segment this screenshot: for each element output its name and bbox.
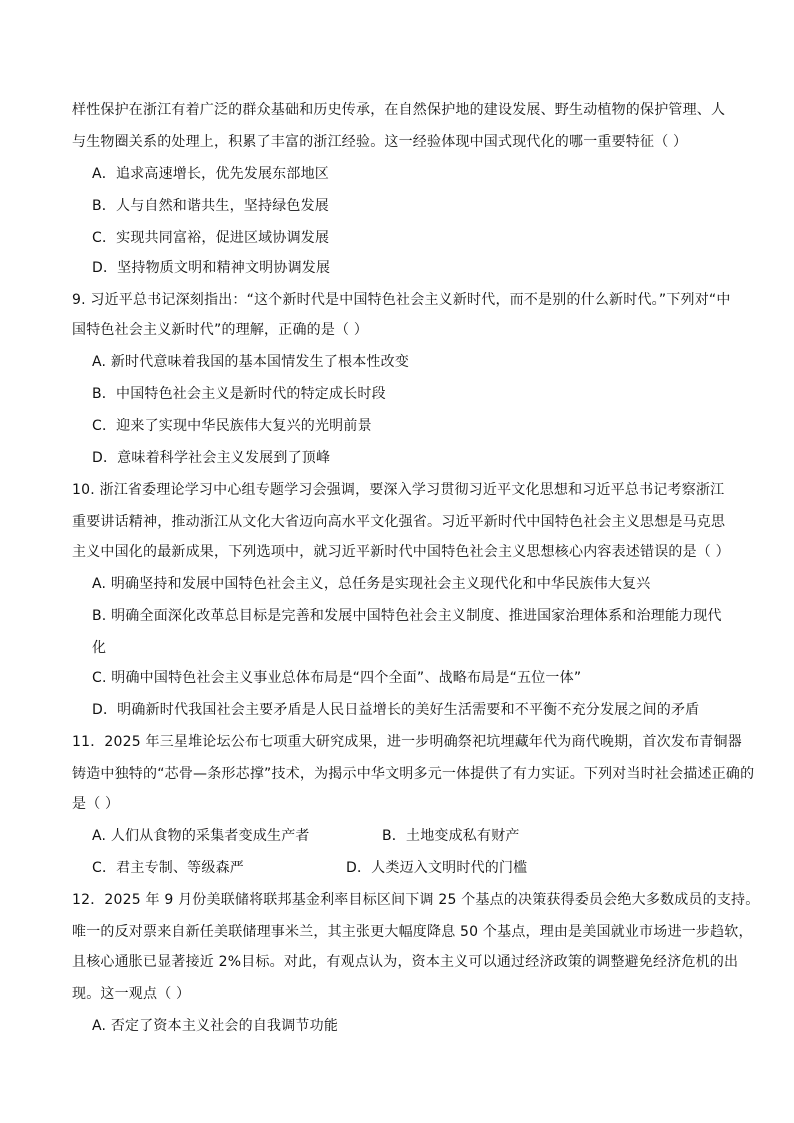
q10-option-a: A. 明确坚持和发展中国特色社会主义，总任务是实现社会主义现代化和中华民族伟大复兴 [92,576,651,592]
q12-option-a: A. 否定了资本主义社会的自我调节功能 [92,1018,339,1034]
q9-option-b: B．中国特色社会主义是新时代的特定成长时段 [92,386,386,402]
q9-option-a: A. 新时代意味着我国的基本国情发生了根本性改变 [92,354,410,370]
q8-option-d: D．坚持物质文明和精神文明协调发展 [92,260,331,276]
q8-stem-line-2: 与生物圈关系的处理上，积累了丰富的浙江经验。这一经验体现中国式现代化的哪一重要特征（ ） [72,134,688,150]
q8-option-a: A．追求高速增长，优先发展东部地区 [92,166,329,182]
q10-stem-line-1: 10. 浙江省委理论学习中心组专题学习会强调，要深入学习贯彻习近平文化思想和习近平总书记考察浙江 [72,482,725,498]
q10-stem-line-3: 主义中国化的最新成果，下列选项中，就习近平新时代中国特色社会主义思想核心内容表述错误的是（ ） [72,544,730,560]
q11-option-b: B．土地变成私有财产 [382,828,520,844]
q10-option-c: C. 明确中国特色社会主义事业总体布局是“四个全面”、战略布局是“五位一体” [92,670,582,686]
q12-stem-line-1: 12．2025 年 9 月份美联储将联邦基金利率目标区间下调 25 个基点的决策获得委员会绝大多数成员的支持。 [72,892,760,908]
q8-option-c: C．实现共同富裕，促进区域协调发展 [92,230,330,246]
q10-option-b: B. 明确全面深化改革总目标是完善和发展中国特色社会主义制度、推进国家治理体系和治理能力现代 [92,608,722,624]
q11-stem-line-2: 铸造中独特的“芯骨—条形芯撑”技术，为揭示中华文明多元一体提供了有力实证。下列对当时社会描述正确的 [72,766,755,782]
q9-stem-line-1: 9. 习近平总书记深刻指出：“这个新时代是中国特色社会主义新时代，而不是别的什么新时代。”下列对“中 [72,292,731,308]
q9-option-c: C．迎来了实现中华民族伟大复兴的光明前景 [92,418,372,434]
q10-option-b-continued: 化 [92,640,107,656]
q8-stem-line-1: 样性保护在浙江有着广泛的群众基础和历史传承，在自然保护地的建设发展、野生动植物的保护管理、人 [72,102,726,118]
q11-option-c: C．君主专制、等级森严 [92,860,244,876]
q12-stem-line-2: 唯一的反对票来自新任美联储理事米兰，其主张更大幅度降息 50 个基点，理由是美国就业市场进一步趋软， [72,924,753,940]
q9-stem-line-2: 国特色社会主义新时代”的理解，正确的是（ ） [72,322,369,338]
q10-stem-line-2: 重要讲话精神，推动浙江从文化大省迈向高水平文化强省。习近平新时代中国特色社会主义思想是马克思 [72,514,726,530]
q8-option-b: B．人与自然和谐共生，坚持绿色发展 [92,198,330,214]
q11-stem-line-1: 11．2025 年三星堆论坛公布七项重大研究成果，进一步明确祭祀坑埋藏年代为商代晚期，首次发布青铜器 [72,734,742,750]
q12-stem-line-4: 现。这一观点（ ） [72,986,191,1002]
q12-stem-line-3: 且核心通胀已显著接近 2%目标。对此，有观点认为，资本主义可以通过经济政策的调整避免经济危机的出 [72,954,739,970]
q11-option-d: D．人类迈入文明时代的门槛 [346,860,528,876]
q11-stem-line-3: 是（ ） [72,796,120,812]
q10-option-d: D．明确新时代我国社会主要矛盾是人民日益增长的美好生活需要和不平衡不充分发展之间的矛盾 [92,702,700,718]
q11-option-a: A. 人们从食物的采集者变成生产者 [92,828,310,844]
q9-option-d: D．意味着科学社会主义发展到了顶峰 [92,450,331,466]
